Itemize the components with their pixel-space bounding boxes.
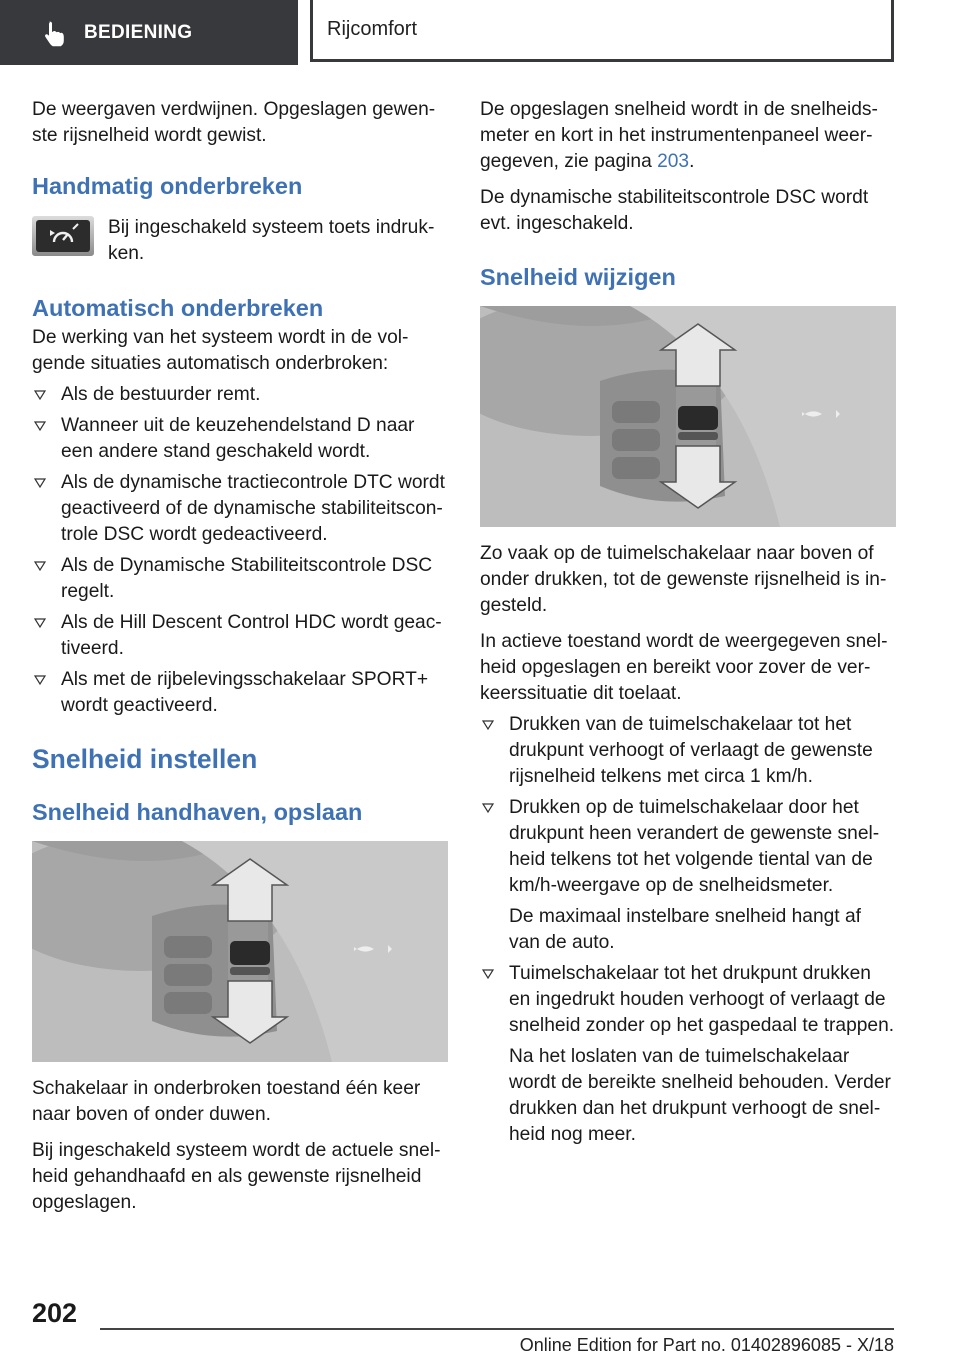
section-tab-label: BEDIENING — [84, 21, 193, 43]
intro-paragraph: De weergaven verdwijnen. Opgeslagen gewen-ste rijsnelheid wordt gewist. — [32, 99, 436, 146]
handmatig-text: Bij ingeschakeld systeem toets indruk-ken. — [108, 217, 435, 264]
list-item: Als de Dynamische Stabiliteitscontrole DSC regelt. — [32, 553, 448, 605]
triangle-bullet-icon — [34, 421, 46, 431]
cruise-control-button-icon — [32, 216, 94, 256]
triangle-bullet-icon — [482, 969, 494, 979]
left-after-photo-2: Bij ingeschakeld systeem wordt de actuele snel-heid gehandhaafd en als gewenste rijsnelheid opgeslagen. — [32, 1140, 441, 1213]
page-number: 202 — [32, 1298, 78, 1328]
page-link[interactable]: 203 — [657, 151, 690, 172]
list-item: Drukken op de tuimelschakelaar door het drukpunt heen verandert de gewenste snel-heid telkens tot het volgende tiental van de km/h-weergave op de snelheidsmeter. De maximaal instelbare snelheid hangt af van de auto. — [480, 795, 896, 956]
heading-wijzigen: Snelheid wijzigen — [480, 264, 676, 290]
list-item: Als de bestuurder remt. — [32, 382, 448, 408]
triangle-bullet-icon — [34, 618, 46, 628]
right-after-photo-2: In actieve toestand wordt de weergegeven snel-heid opgeslagen en bereikt voor zover de ver-keerssituatie dit toelaat. — [480, 631, 888, 704]
right-column — [480, 97, 896, 1148]
right-after-photo-1: Zo vaak op de tuimelschakelaar naar boven of onder drukken, tot de gewenste rijsnelheid is in-gesteld. — [480, 543, 887, 616]
list-item: Drukken van de tuimelschakelaar tot het drukpunt verhoogt of verlaagt de gewenste rijsnelheid telkens met circa 1 km/h. — [480, 712, 896, 790]
list-item: Wanneer uit de keuzehendelstand D naar een andere stand geschakeld wordt. — [32, 413, 448, 465]
wijzigen-list — [480, 712, 896, 1148]
list-item: Als met de rijbelevingsschakelaar SPORT+ wordt geactiveerd. — [32, 667, 448, 719]
triangle-bullet-icon — [482, 803, 494, 813]
auto-list — [32, 382, 448, 719]
heading-handmatig: Handmatig onderbreken — [32, 173, 303, 199]
footer-divider — [100, 1328, 894, 1330]
hand-pointer-icon — [40, 19, 68, 47]
heading-automatisch: Automatisch onderbreken — [32, 295, 324, 321]
left-after-photo-1: Schakelaar in onderbroken toestand één keer naar boven of onder duwen. — [32, 1078, 421, 1125]
button-row — [32, 215, 448, 267]
list-item: Als de dynamische tractiecontrole DTC wordt geactiveerd of de dynamische stabiliteitscon-trole DSC wordt gedeactiveerd. — [32, 470, 448, 548]
triangle-bullet-icon — [34, 675, 46, 685]
heading-instellen: Snelheid instellen — [32, 744, 258, 774]
chapter-title-box — [310, 0, 894, 62]
triangle-bullet-icon — [34, 478, 46, 488]
triangle-bullet-icon — [482, 720, 494, 730]
right-intro-1: De opgeslagen snelheid wordt in de snelheids-meter en kort in het instrumentenpaneel weer-gegeven, zie pagina 203. — [480, 99, 878, 172]
list-item: Als de Hill Descent Control HDC wordt geac-tiveerd. — [32, 610, 448, 662]
list-item: Tuimelschakelaar tot het drukpunt drukken en ingedrukt houden verhoogt of verlaagt de snelheid zonder op het gaspedaal te trappen. Na het loslaten van de tuimelschakelaar wordt de bereikte snelheid behouden. Verder drukken dan het drukpunt verhoogt de snel-heid nog meer. — [480, 961, 896, 1148]
automatisch-text: De werking van het systeem wordt in de vol-gende situaties automatisch onderbroken: — [32, 327, 409, 374]
steering-wheel-photo — [480, 306, 896, 527]
section-tab — [0, 0, 298, 65]
left-column — [32, 97, 448, 1216]
list-item-note: Na het loslaten van de tuimelschakelaar wordt de bereikte snelheid behouden. Verder drukken dan het drukpunt verhoogt de snel-heid nog meer. — [509, 1046, 891, 1145]
steering-wheel-photo — [32, 841, 448, 1062]
footer-edition: Online Edition for Part no. 01402896085 - X/18 — [519, 1335, 894, 1355]
list-item-note: De maximaal instelbare snelheid hangt af van de auto. — [509, 906, 861, 953]
triangle-bullet-icon — [34, 390, 46, 400]
triangle-bullet-icon — [34, 561, 46, 571]
heading-handhaven: Snelheid handhaven, opslaan — [32, 799, 363, 825]
chapter-title: Rijcomfort — [327, 18, 418, 40]
right-intro-2: De dynamische stabiliteitscontrole DSC wordt evt. ingeschakeld. — [480, 187, 869, 234]
